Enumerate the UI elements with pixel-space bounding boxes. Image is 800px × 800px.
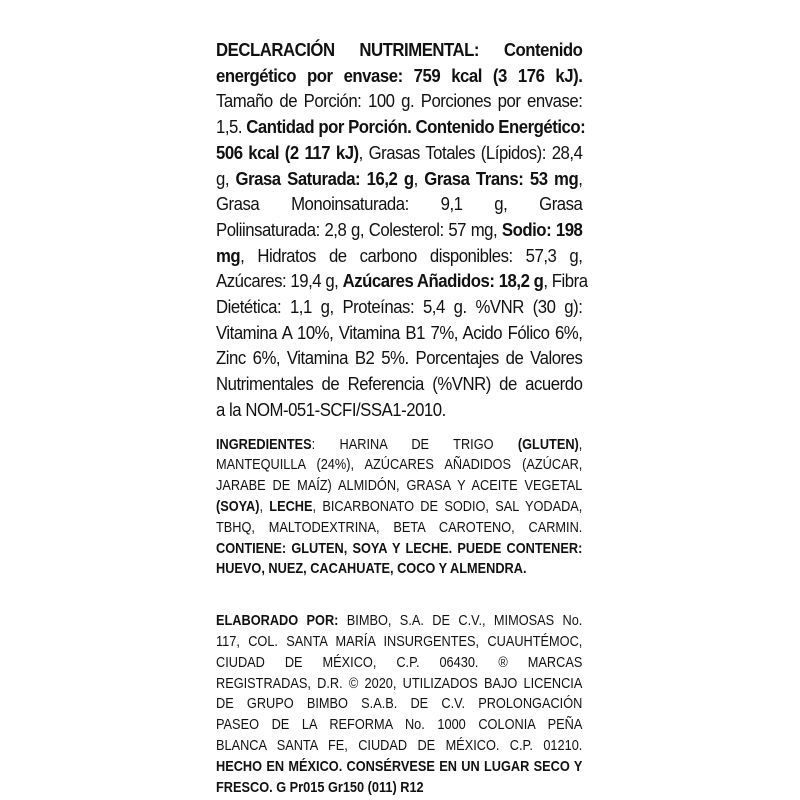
text-run: ,: [413, 168, 425, 189]
bold-run: Azúcares Añadidos: 18,2 g: [342, 271, 544, 292]
bold-run: (SOYA): [216, 497, 260, 515]
text-run: Dietética: 1,1 g, Proteínas: 5,4 g. %VNR (30 g):: [216, 297, 583, 318]
text-line: [216, 736, 582, 757]
text-line: [216, 372, 582, 398]
text-run: Poliinsaturada: 2,8 g, Colesterol: 57 mg,: [216, 219, 502, 240]
text-run: MANTEQUILLA (24%), AZÚCARES AÑADIDOS (AZÚCAR,: [216, 456, 583, 474]
bold-run: Grasa Saturada: 16,2 g: [235, 168, 414, 189]
text-line: [216, 611, 582, 632]
text-line: [216, 559, 582, 580]
text-line: [216, 518, 582, 539]
text-line: [216, 757, 582, 778]
text-line: [216, 632, 582, 653]
bold-run: FRESCO. G Pr015 Gr150 (011) R12: [216, 778, 424, 796]
text-run: BLANCA SANTA FE, CIUDAD DE MÉXICO. C.P. 01210.: [216, 736, 583, 754]
text-line: [216, 167, 582, 193]
text-line: [216, 115, 586, 141]
text-line: [216, 715, 582, 736]
text-run: , Grasas Totales (Lípidos): 28,4: [358, 142, 583, 163]
bold-run: mg: [216, 245, 241, 266]
text-run: Grasa Monoinsaturada: 9,1 g, Grasa: [216, 194, 583, 215]
text-run: ,: [259, 497, 270, 515]
text-line: [216, 269, 588, 295]
bold-run: energético por envase: 759 kcal (3 176 kJ).: [216, 65, 583, 86]
text-run: , Hidratos de carbono disponibles: 57,3 g,: [240, 245, 583, 266]
bold-run: HUEVO, NUEZ, CACAHUATE, COCO Y ALMENDRA.: [216, 560, 527, 578]
text-run: 117, COL. SANTA MARÍA INSURGENTES, CUAUHTÉMOC,: [216, 632, 583, 650]
ingredients-section: [216, 435, 582, 581]
text-line: [216, 539, 582, 560]
text-line: [216, 38, 582, 64]
text-run: ,: [578, 435, 583, 453]
text-line: [216, 346, 582, 372]
text-run: g,: [216, 168, 236, 189]
text-line: [216, 64, 582, 90]
text-line: [216, 218, 582, 244]
manufacturer-section: [216, 611, 582, 798]
text-line: [216, 192, 582, 218]
text-run: JARABE DE MAÍZ) ALMIDÓN, GRASA Y ACEITE VEGETAL: [216, 477, 583, 495]
text-line: [216, 141, 582, 167]
text-run: Zinc 6%, Vitamina B2 5%. Porcentajes de Valores: [216, 348, 583, 369]
text-run: REGISTRADAS, D.R. © 2020, UTILIZADOS BAJO LICENCIA: [216, 674, 583, 692]
bold-run: 506 kcal (2 117 kJ): [216, 142, 359, 163]
text-run: , BICARBONATO DE SODIO, SAL YODADA,: [312, 497, 583, 515]
text-line: [216, 653, 582, 674]
text-line: [216, 694, 582, 715]
text-line: [216, 398, 582, 424]
text-line: [216, 476, 582, 497]
text-run: Vitamina A 10%, Vitamina B1 7%, Acido Fólico 6%,: [216, 322, 583, 343]
text-line: [216, 778, 582, 799]
bold-run: Cantidad por Porción. Contenido Energético:: [246, 117, 586, 138]
text-line: [216, 435, 582, 456]
text-line: [216, 321, 582, 347]
text-run: ,: [578, 168, 583, 189]
bold-run: DECLARACIÓN NUTRIMENTAL: Contenido: [216, 40, 583, 60]
bold-run: ELABORADO POR:: [216, 612, 339, 630]
text-run: DE GRUPO BIMBO S.A.B. DE C.V. PROLONGACIÓN: [216, 695, 583, 713]
bold-run: Grasa Trans: 53 mg: [424, 168, 579, 189]
text-run: Tamaño de Porción: 100 g. Porciones por envase:: [216, 91, 583, 112]
text-line: [216, 244, 582, 270]
text-run: TBHQ, MALTODEXTRINA, BETA CAROTENO, CARMIN.: [216, 518, 583, 536]
text-run: Azúcares: 19,4 g,: [216, 271, 343, 292]
nutrition-declaration: [216, 38, 588, 424]
text-line: [216, 89, 582, 115]
bold-run: LECHE: [269, 497, 313, 515]
text-run: Nutrimentales de Referencia (%VNR) de acuerdo: [216, 374, 583, 395]
text-line: [216, 455, 582, 476]
bold-run: HECHO EN MÉXICO. CONSÉRVESE EN UN LUGAR SECO Y: [216, 757, 583, 775]
text-line: [216, 674, 582, 695]
bold-run: Sodio: 198: [501, 219, 583, 240]
bold-run: INGREDIENTES: [216, 435, 312, 453]
bold-run: (GLUTEN): [517, 435, 579, 453]
text-run: , Fibra: [543, 271, 588, 292]
text-run: 1,5.: [216, 117, 247, 138]
text-run: CIUDAD DE MÉXICO, C.P. 06430. ® MARCAS: [216, 653, 583, 671]
text-run: PASEO DE LA REFORMA No. 1000 COLONIA PEÑA: [216, 716, 583, 734]
text-line: [216, 295, 582, 321]
text-run: BIMBO, S.A. DE C.V., MIMOSAS No.: [338, 612, 583, 630]
text-run: a la NOM-051-SCFI/SSA1-2010.: [216, 399, 446, 420]
bold-run: CONTIENE: GLUTEN, SOYA Y LECHE. PUEDE CONTENER:: [216, 539, 583, 557]
text-line: [216, 497, 582, 518]
product-label: [216, 38, 588, 798]
text-run: : HARINA DE TRIGO: [311, 435, 518, 453]
